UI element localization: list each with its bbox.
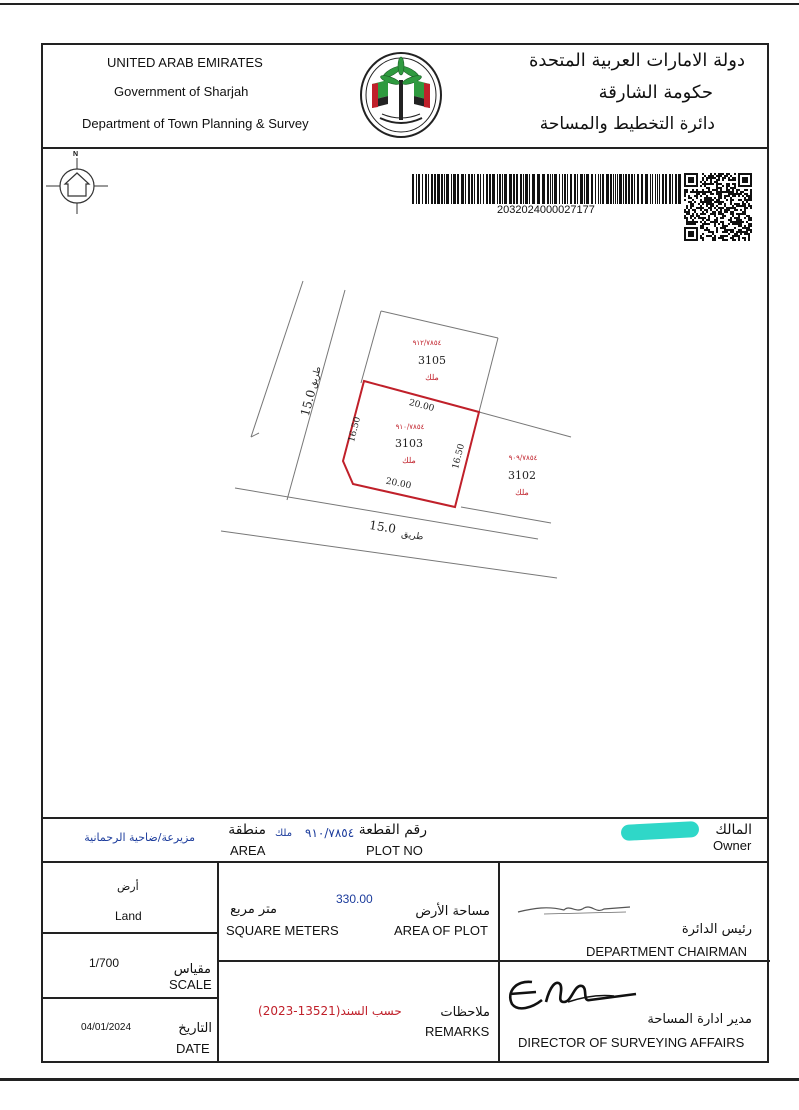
table-top-line — [41, 817, 769, 819]
remarks-value: حسب السند(13521-2023) — [258, 1004, 402, 1018]
dim-top: 20.00 — [407, 398, 436, 415]
director-ar: مدير ادارة المساحة — [647, 1012, 752, 1027]
plot-no-value: ٩١٠/٧٨٥٤ — [305, 826, 355, 840]
plot-3102-status: ملك — [515, 488, 529, 497]
table-h-line-left2 — [41, 997, 218, 999]
land-en: Land — [115, 909, 142, 923]
date-label-en: DATE — [176, 1041, 210, 1056]
director-en: DIRECTOR OF SURVEYING AFFAIRS — [518, 1035, 745, 1050]
dim-right: 16.50 — [451, 442, 468, 471]
header-en-line1: UNITED ARAB EMIRATES — [107, 55, 263, 70]
plot-3102-number: 3102 — [508, 469, 536, 482]
dim-left: 16.50 — [347, 415, 364, 444]
area-of-plot-value: 330.00 — [336, 892, 373, 906]
director-signature — [502, 972, 642, 1014]
plot-3103-code: ٩١٠/٧٨٥٤ — [395, 423, 425, 431]
plot-3102-code: ٩٠٩/٧٨٥٤ — [508, 454, 538, 462]
table-row1-line — [41, 861, 769, 863]
date-label-ar: التاريخ — [178, 1021, 212, 1036]
land-ar: أرض — [117, 880, 139, 893]
area-label-en: AREA — [230, 843, 266, 858]
chairman-en: DEPARTMENT CHAIRMAN — [586, 944, 748, 959]
date-value: 04/01/2024 — [81, 1022, 132, 1033]
plot-no-status: ملك — [275, 828, 293, 839]
plot-3105-status: ملك — [425, 373, 439, 382]
road-left-width: 15.0 — [297, 388, 319, 418]
header-en-line2: Government of Sharjah — [114, 84, 249, 99]
plot-3105-code: ٩١٢/٧٨٥٤ — [412, 339, 442, 347]
header-ar-line3: دائرة التخطيط والمساحة — [539, 114, 715, 134]
header-ar-line1: دولة الامارات العربية المتحدة — [528, 50, 745, 71]
header-en-line3: Department of Town Planning & Survey — [82, 116, 309, 131]
sqm-en: SQUARE METERS — [226, 923, 339, 938]
plot-no-label-ar: رقم القطعة — [358, 822, 427, 838]
area-of-plot-en: AREA OF PLOT — [394, 923, 488, 938]
road-bottom-width: 15.0 — [368, 518, 397, 537]
table-v-line-1 — [217, 861, 219, 1063]
dim-bottom: 20.00 — [384, 476, 412, 492]
scale-value: 1/700 — [89, 956, 120, 970]
bottom-rule — [0, 1078, 799, 1081]
table-h-line-mid — [217, 960, 770, 962]
road-bottom-label: طريق — [400, 529, 425, 543]
chairman-ar: رئيس الدائرة — [681, 922, 752, 937]
plot-3103-status: ملك — [402, 456, 416, 465]
table-v-line-2 — [498, 861, 500, 1063]
chairman-signature — [514, 898, 634, 920]
scale-label-ar: مقياس — [173, 962, 211, 977]
barcode-number: 2032024000027177 — [497, 204, 595, 216]
sqm-ar: متر مربع — [230, 902, 277, 917]
plot-3105-number: 3105 — [418, 354, 446, 367]
scale-label-en: SCALE — [169, 977, 212, 992]
area-of-plot-ar: مساحة الأرض — [415, 904, 490, 919]
plot-3103-number: 3103 — [395, 437, 423, 450]
road-left-label: طريق — [308, 365, 324, 390]
plot-no-label-en: PLOT NO — [366, 843, 423, 858]
header-ar-line2: حكومة الشارقة — [598, 82, 713, 103]
owner-label-ar: المالك — [715, 822, 752, 838]
area-label-ar: منطقة — [228, 822, 266, 838]
owner-label-en: Owner — [713, 838, 752, 853]
area-value: مزيرعة/ضاحية الرحمانية — [84, 831, 195, 844]
remarks-label-ar: ملاحظات — [440, 1005, 490, 1020]
north-label: N — [73, 151, 79, 158]
table-h-line-left1 — [41, 932, 218, 934]
remarks-label-en: REMARKS — [425, 1024, 490, 1039]
